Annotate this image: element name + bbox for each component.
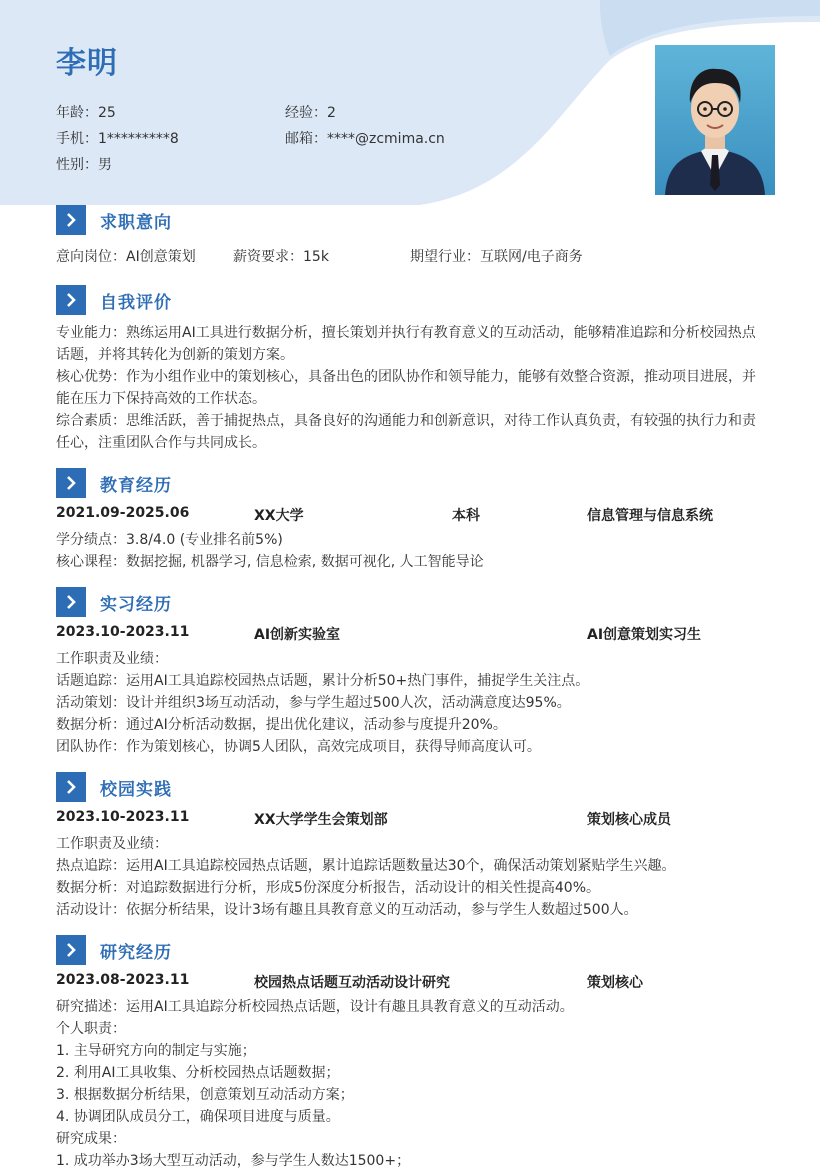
education-major: 信息管理与信息系统 — [587, 508, 713, 524]
campus-line: 数据分析：对追踪数据进行分析，形成5份深度分析报告，活动设计的相关性提高40%。 — [56, 880, 601, 896]
section-header-intent — [56, 205, 172, 235]
campus-line: 工作职责及业绩： — [56, 836, 168, 852]
self-eval-paragraph: 综合素质：思维活跃，善于捕捉热点，具备良好的沟通能力和创新意识，对待工作认真负责，有较强的执行力和责任心，注重团队合作与共同成长。 — [56, 413, 756, 451]
section-title-research: 研究经历 — [100, 942, 172, 963]
portrait-photo — [655, 45, 775, 195]
chevron-right-icon — [56, 935, 86, 965]
section-title-intent: 求职意向 — [100, 212, 172, 233]
self-eval-paragraph: 专业能力：熟练运用AI工具进行数据分析，擅长策划并执行有教育意义的互动活动，能够精准追踪和分析校园热点话题，并将其转化为创新的策划方案。 — [56, 325, 756, 363]
section-title-self-eval: 自我评价 — [100, 292, 172, 313]
section-title-campus: 校园实践 — [100, 779, 172, 800]
internship-role: AI创意策划实习生 — [587, 627, 702, 643]
section-header-campus — [56, 772, 172, 802]
research-line: 4. 协调团队成员分工，确保项目进度与质量。 — [56, 1109, 340, 1125]
campus-row — [56, 809, 768, 831]
research-role: 策划核心 — [587, 975, 643, 991]
email-field: 邮箱：****@zcmima.cn — [285, 131, 445, 147]
intent-row — [56, 246, 768, 268]
internship-row — [56, 624, 768, 646]
self-eval-paragraph: 核心优势：作为小组作业中的策划核心，具备出色的团队协作和领导能力，能够有效整合资源，推动项目进展，并能在压力下保持高效的工作状态。 — [56, 369, 756, 407]
campus-line: 热点追踪：运用AI工具追踪校园热点话题，累计追踪话题数量达30个，确保活动策划紧贴学生兴趣。 — [56, 858, 676, 874]
education-school: XX大学 — [254, 508, 304, 524]
research-line: 研究成果： — [56, 1131, 126, 1147]
experience-field: 经验：2 — [285, 105, 336, 121]
section-header-education — [56, 468, 172, 498]
research-line: 3. 根据数据分析结果，创意策划互动活动方案； — [56, 1087, 354, 1103]
section-header-research — [56, 935, 172, 965]
internship-line: 工作职责及业绩： — [56, 651, 168, 667]
research-line: 1. 成功举办3场大型互动活动，参与学生人数达1500+； — [56, 1153, 411, 1169]
gender-field: 性别：男 — [56, 157, 112, 173]
chevron-right-icon — [56, 587, 86, 617]
section-header-self-eval — [56, 285, 172, 315]
chevron-right-icon — [56, 468, 86, 498]
section-header-internship — [56, 587, 172, 617]
age-field: 年龄：25 — [56, 105, 116, 121]
section-title-internship: 实习经历 — [100, 594, 172, 615]
research-project: 校园热点话题互动活动设计研究 — [254, 975, 450, 991]
education-detail: 核心课程：数据挖掘, 机器学习, 信息检索, 数据可视化, 人工智能导论 — [56, 554, 484, 570]
chevron-right-icon — [56, 285, 86, 315]
campus-line: 活动设计：依据分析结果，设计3场有趣且具教育意义的互动活动，参与学生人数超过500人。 — [56, 902, 638, 918]
internship-line: 团队协作：作为策划核心，协调5人团队，高效完成项目，获得导师高度认可。 — [56, 739, 541, 755]
research-line: 1. 主导研究方向的制定与实施； — [56, 1043, 256, 1059]
research-row — [56, 972, 768, 994]
intent-industry: 期望行业：互联网/电子商务 — [410, 249, 583, 265]
research-date: 2023.08-2023.11 — [56, 972, 190, 988]
education-degree: 本科 — [452, 508, 480, 524]
education-detail: 学分绩点：3.8/4.0 (专业排名前5%) — [56, 532, 283, 548]
research-line: 2. 利用AI工具收集、分析校园热点话题数据； — [56, 1065, 340, 1081]
education-date: 2021.09-2025.06 — [56, 505, 190, 521]
section-title-education: 教育经历 — [100, 475, 172, 496]
intent-salary: 薪资要求：15k — [233, 249, 329, 265]
internship-date: 2023.10-2023.11 — [56, 624, 190, 640]
chevron-right-icon — [56, 772, 86, 802]
education-row — [56, 505, 768, 527]
phone-field: 手机：1*********8 — [56, 131, 179, 147]
intent-position: 意向岗位：AI创意策划 — [56, 249, 196, 265]
research-line: 个人职责： — [56, 1021, 126, 1037]
candidate-name: 李明 — [56, 46, 118, 81]
campus-org: XX大学学生会策划部 — [254, 812, 388, 828]
internship-line: 话题追踪：运用AI工具追踪校园热点话题，累计分析50+热门事件，捕捉学生关注点。 — [56, 673, 590, 689]
internship-line: 数据分析：通过AI分析活动数据，提出优化建议，活动参与度提升20%。 — [56, 717, 507, 733]
internship-line: 活动策划：设计并组织3场互动活动，参与学生超过500人次，活动满意度达95%。 — [56, 695, 571, 711]
research-line: 研究描述：运用AI工具追踪分析校园热点话题，设计有趣且具教育意义的互动活动。 — [56, 999, 574, 1015]
chevron-right-icon — [56, 205, 86, 235]
internship-org: AI创新实验室 — [254, 627, 341, 643]
campus-date: 2023.10-2023.11 — [56, 809, 190, 825]
campus-role: 策划核心成员 — [587, 812, 671, 828]
